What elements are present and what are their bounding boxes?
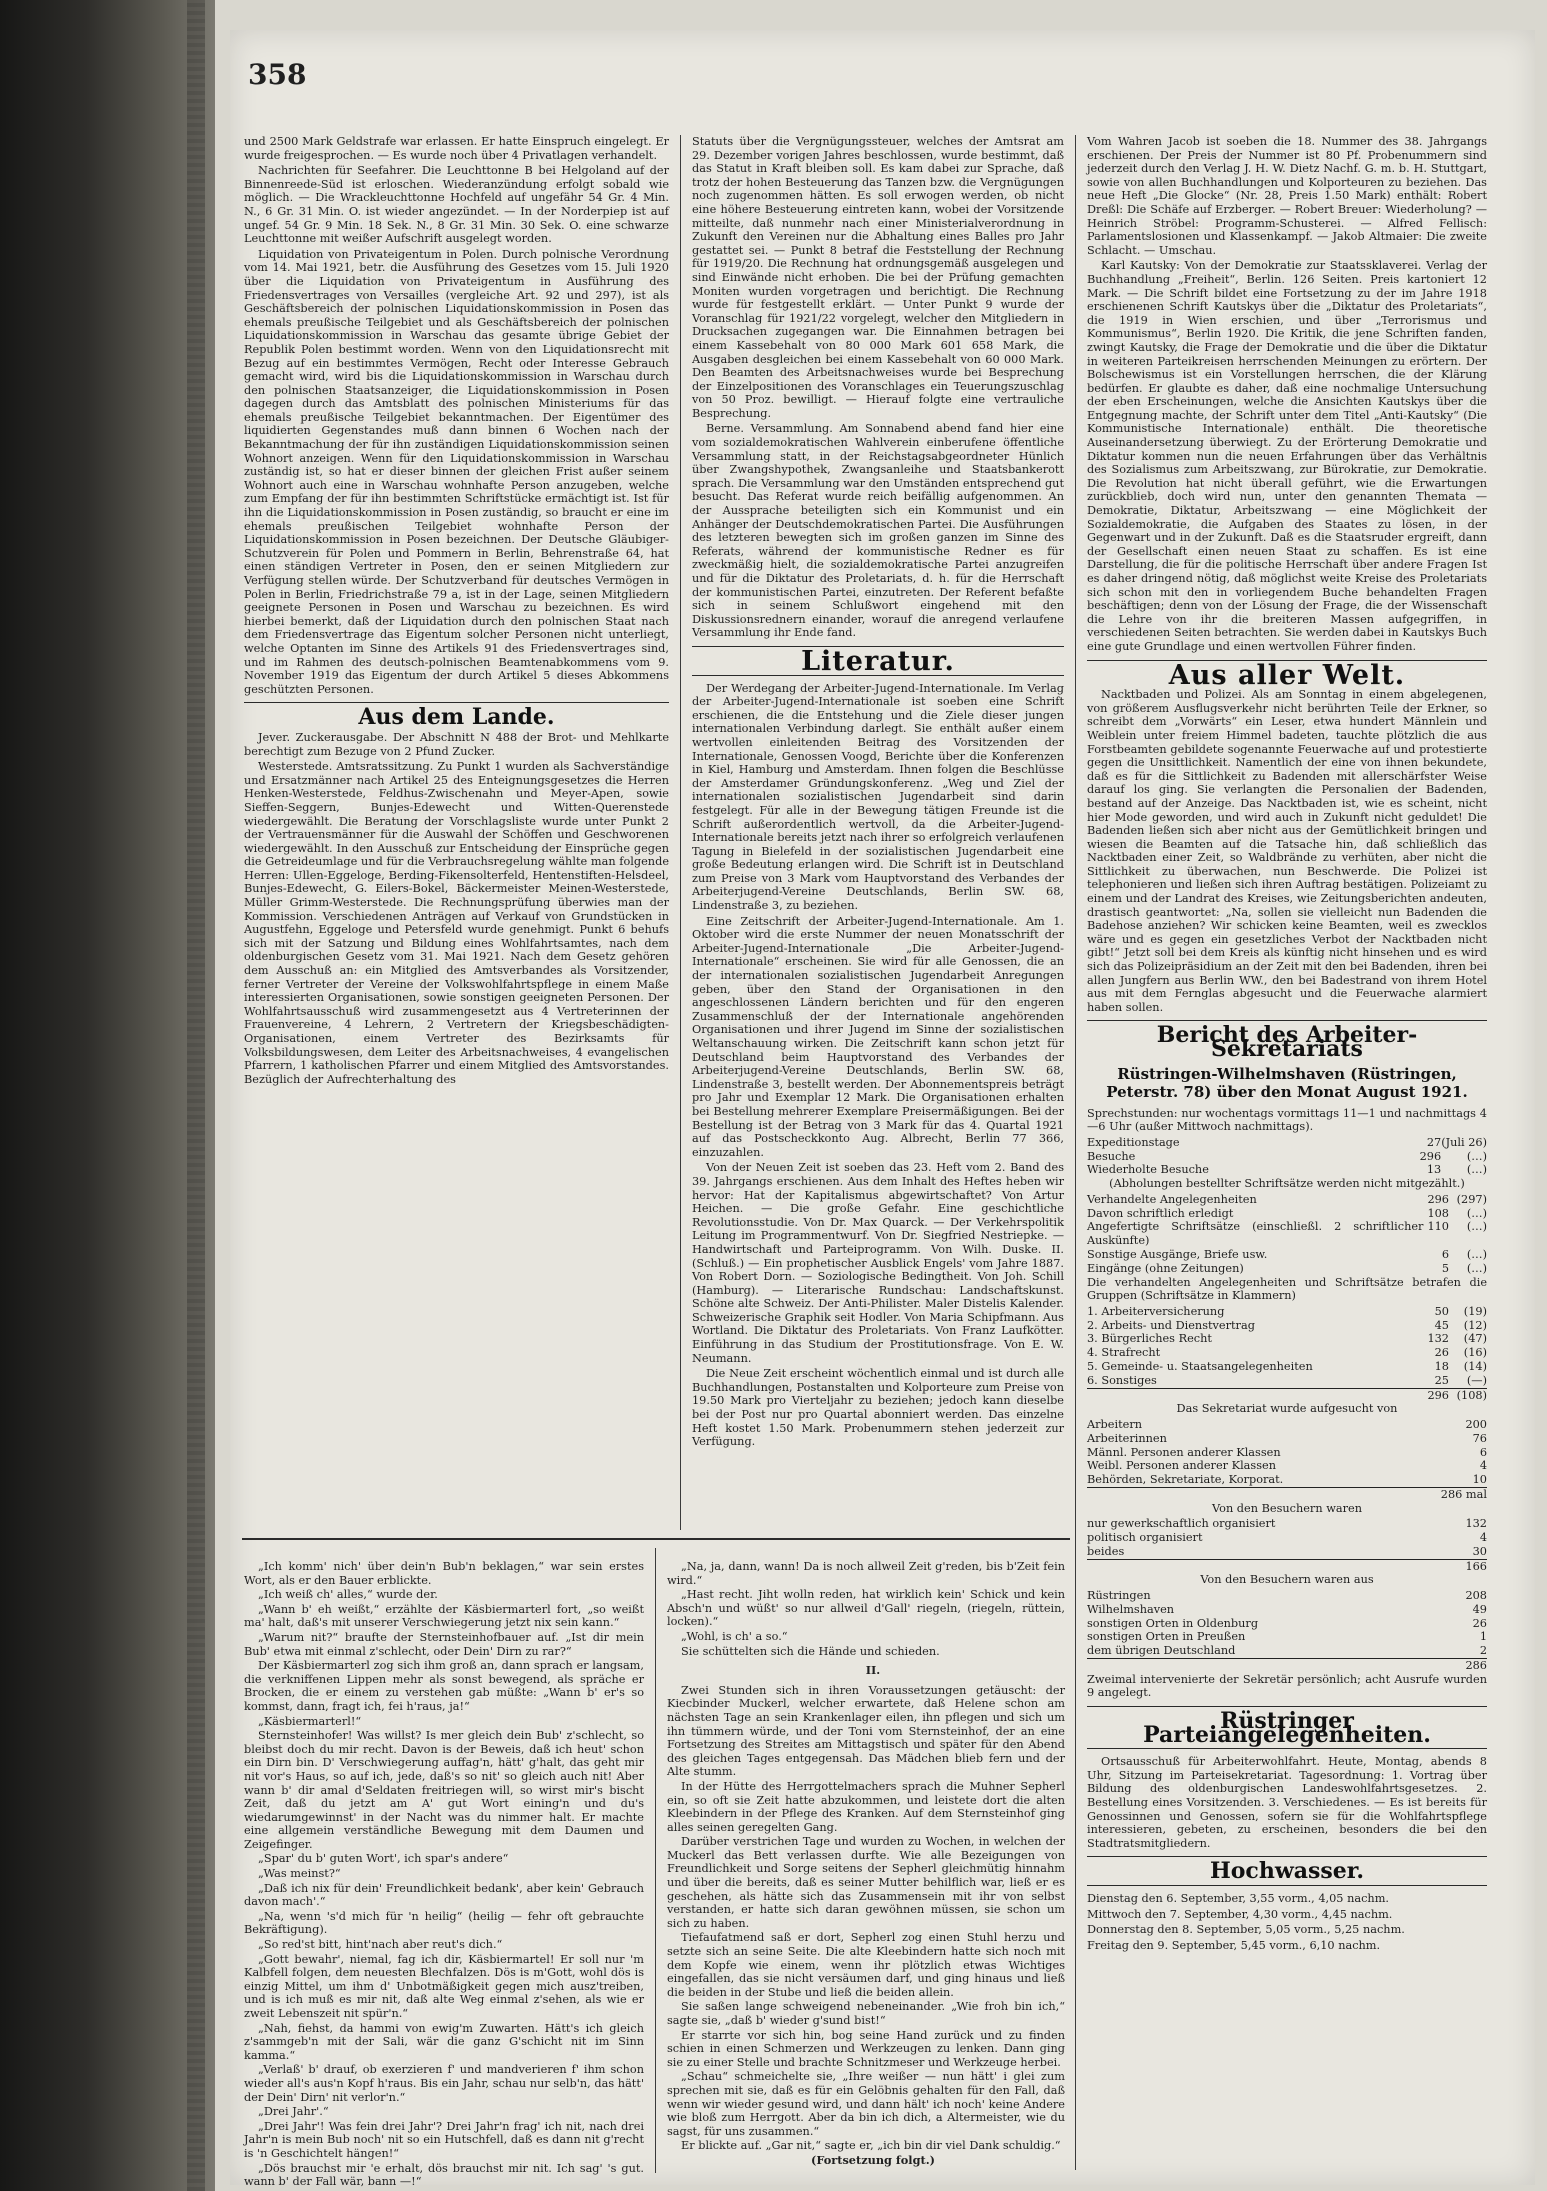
table-row: sonstigen Orten in Preußen 1 bbox=[1087, 1630, 1487, 1644]
paragraph: Von der Neuen Zeit ist soeben das 23. Heft vom 2. Band des 39. Jahrgangs erschienen. Aus dem Inhalt des Heftes heben wir hervor: Hat der Kapitalismus abgewirtschaftet? Von Artur Heichen. — Die große Gefahr. Eine geschichtliche Revolutionsstudie. Von Dr. Max Quarck. — Der Verkehrspolitik Leitung im Programmentwurf. Von Dr. Siegfried Nestriepke. — Handwirtschaft und Parteiprogramm. Von Wilh. Duske. II. (Schluß.) — Ein prophetischer Ausblick Engels' vom Jahre 1887. Von Robert Dorn. — Soziologische Bedingtheit. Von Joh. Schill (Hamburg). — Literarische Rundschau: Landschaftskunst. Schöne alte Schweiz. Der Anti-Philister. Maler Distelis Kalender. Schweizerische Graphik seit Hodler. Von Maria Schipfmann. Aus Wortland. Die Diktatur des Proletariats. Von Franz Laufkötter. Einführung in das Studium der Prostitutionsfrage. Von E. W. Neumann. bbox=[692, 1161, 1064, 1365]
section-heading: Aus aller Welt. bbox=[1168, 659, 1406, 691]
paragraph: Statuts über die Vergnügungssteuer, welches der Amtsrat am 29. Dezember vorigen Jahres beschlossen, wurde bestimmt, daß das Statut in Kraft bleiben soll. Es kam dabei zur Sprache, daß trotz der hohen Besteuerung das Tanzen bzw. die Vergnügungen noch zugenommen hätten. Es soll erwogen werden, ob nicht eine höhere Besteuerung eintreten kann, wobei der Vorsitzende mitteilte, daß nunmehr nach einer Ministerialverordnung in Zukunft den Vereinen nur die Abhaltung eines Balles pro Jahr gestattet sei. — Punkt 8 betraf die Feststellung der Rechnung für 1919/20. Die Rechnung hat ordnungsgemäß ausgelegen und sind Einwände nicht erhoben. Die bei der Prüfung gemachten Moniten wurden vorgetragen und berichtigt. Die Rechnung wurde für festgestellt erklärt. — Unter Punkt 9 wurde der Voranschlag für 1921/22 vorgelegt, welcher den Mitgliedern in Drucksachen zugegangen war. Die Einnahmen betragen bei einem Kassebehalt von 80 000 Mark 601 658 Mark, die Ausgaben desgleichen bei einem Kassebehalt von 60 000 Mark. Den Beamten des Arbeitsnachweises wurde bei Besprechung der Einzelpositionen des Voranschlages ein Teuerungszuschlag von 50 Proz. bewilligt. — Hierauf folgte eine vertrauliche Besprechung. bbox=[692, 135, 1064, 420]
story-paragraph: „So red'st bitt, hint'nach aber reut's dich.“ bbox=[258, 1938, 503, 1952]
table-row: Weibl. Personen anderer Klassen 4 bbox=[1087, 1459, 1487, 1473]
section-rule bbox=[1087, 1856, 1487, 1857]
paragraph: Karl Kautsky: Von der Demokratie zur Staatssklaverei. Verlag der Buchhandlung „Freiheit“, Berlin. 126 Seiten. Preis kartoniert 12 Mark. — Die Schrift bildet eine Fortsetzung zu der im Jahre 1918 erschienenen Schrift Kautskys über die „Diktatur des Proletariats“, die 1919 in Wien erschien, und über „Terrorismus und Kommunismus“, Berlin 1920. Die Kritik, die jene Schriften fanden, zwingt Kautsky, die Frage der Demokratie und die über die Diktatur in weiteren Parteikreisen herrschenden Meinungen zu erörtern. Der Bolschewismus ist ein Vorstellungen herrschen, die der Klärung bedürfen. Er glaubte es daher, daß eine nochmalige Untersuchung der eben Erscheinungen, welche die Ansichten Kautskys über die Entgegnung machte, der Schrift unter dem Titel „Anti-Kautsky“ (Die Kommunistische Internationale) enthält. Die theoretische Auseinandersetzung überwiegt. Zu der Erörterung Demokratie und Diktatur kommen nun die neuen Erfahrungen über das Verhältnis des Sozialismus zum Arbeitszwang, zur Bürokratie, zur Demokratie. Die Revolution hat nicht überall geführt, wie die Erwartungen zurückblieb, doch wird nun, unter den genannten Themata — Demokratie, Diktatur, Arbeitszwang — eine Möglichkeit der Sozialdemokratie, die Aufgaben des Staates zu lösen, in der Gegenwart und in der Zukunft. Daß es die Staatsruder ergreift, dann der Gesellschaft einen neuen Staat zu schaffen. Es ist eine Darstellung, die für die politische Herrschaft über andere Fragen Ist es daher dringend nötig, daß möglichst weite Kreise des Proletariats sich schon mit den in vorliegendem Buche behandelten Fragen beschäftigen; denn von der Lösung der Frage, die der Wissenschaft die Lehre von ihr die breiteren Massen aufgegriffen, in verschiedenen Seiten betrachten. Sie werden dabei in Kautskys Buch eine gute Grundlage und einen wertvollen Führer finden. bbox=[1087, 259, 1487, 653]
table-total-row: 286 mal bbox=[1087, 1487, 1487, 1501]
paragraph: Nacktbaden und Polizei. Als am Sonntag in einem abgelegenen, von größerem Ausflugsverkehr nicht berührten Teile der Erkner, so schreibt dem „Vorwärts“ ein Leser, etwa hundert Männlein und Weiblein unter freiem Himmel badeten, tauchte plötzlich die aus Forstbeamten gebildete sogenannte Feuerwache auf und protestierte gegen die Unsittlichkeit. Namentlich der eine von ihnen bekundete, daß es für die Sittlichkeit zu Badenden mit allerschärfster Weise darauf los ging. Sie verlangten die Personalien der Badenden, bestand auf der Anzeige. Das Nacktbaden ist, wie es scheint, nicht hier Mode geworden, und wird auch in Zukunft nicht geduldet! Die Badenden ließen sich aber nicht aus der Gemütlichkeit bringen und wiesen die Beamten auf die Tatsache hin, daß schließlich das Nacktbaden einer Zeit, so Waldbrände zu verhüten, aber nicht die Sittlichkeit zu überwachen, nun Beschwerde. Die Polizei ist telephonieren und ließen sich ihren Auftrag bestätigen. Polizeiamt zu einem und der Landrat des Kreises, wie Zeitungsberichten andeuten, drastisch geantwortet: „Na, sollen sie vielleicht nun Badenden die Badehose anziehen? Wir schicken keine Beamten, weil es zwecklos wäre und es gegen ein gesetzliches Verbot der Nacktbaden nicht gibt!“ Jetzt soll bei dem Kreis als künftig nicht hinsehen und es wird sich das Polizeipräsidium an der Zeit mit den bei Badenden, ihren bei allen Jungfern aus Berlin WW., den bei Badestrand von ihrem Hotel aus mit dem Fernglas abgesucht und die Feuerwache alarmiert haben sollen. bbox=[1087, 688, 1487, 1014]
column-2 bbox=[692, 135, 1064, 1535]
stats-table-organization bbox=[1087, 1517, 1487, 1573]
report-heading: Bericht des Arbeiter-Sekretariats bbox=[1156, 1022, 1418, 1062]
table-row: Verhandelte Angelegenheiten 296 (297) bbox=[1087, 1192, 1487, 1206]
table-row: Rüstringen 208 bbox=[1087, 1589, 1487, 1603]
table-row: 2. Arbeits- und Dienstvertrag 45 (12) bbox=[1087, 1318, 1487, 1332]
story-paragraph: Zwei Stunden sich in ihren Voraussetzungen getäuscht: der Kiecbinder Muckerl, welcher erwartete, daß Helene schon am nächsten Tage an sein Krankenlager eilen, ihn pflegen und sich um ihn tümmern würde, und der Toni vom Sternsteinhof, der an eine Fortsetzung des Streites am Mittagstisch und später für den Abend des gleichen Tages entgegensah. Das Mädchen blieb fern und der Alte stumm. bbox=[667, 1683, 1065, 1779]
paragraph: Zweimal intervenierte der Sekretär persönlich; acht Ausrufe wurden 9 angelegt. bbox=[1087, 1672, 1487, 1700]
report-subheading: Rüstringen-Wilhelmshaven (Rüstringen, Peterstr. 78) über den Monat August 1921. bbox=[1106, 1064, 1468, 1101]
paragraph: Eine Zeitschrift der Arbeiter-Jugend-Internationale. Am 1. Oktober wird die erste Nummer der neuen Monatsschrift der Arbeiter-Jugend-Internationale „Die Arbeiter-Jugend-Internationale“ erscheinen. Sie wird für alle Genossen, die an der internationalen sozialistischen Jugendarbeit Anregungen geben, über den Stand der Organisationen in den angeschlossenen Ländern berichten und für den engeren Zusammenschluß der der Internationale angehörenden Organisationen und ihrer Jugend im Sinne der sozialistischen Weltanschauung wirken. Die Zeitschrift kann schon jetzt für Deutschland beim Hauptvorstand des Verbandes der Arbeiterjugend-Vereine Deutschlands, Berlin SW. 68, Lindenstraße 3, bestellt werden. Der Abonnementspreis beträgt pro Jahr und Exemplar 12 Mark. Die Organisationen erhalten bei Bestellung mehrerer Exemplare Preisermäßigungen. Bei der Bestellung ist der Betrag von 3 Mark für das 4. Quartal 1921 auf das Postscheckkonto Aug. Albrecht, Berlin 77 366, einzuzahlen. bbox=[692, 914, 1064, 1159]
paragraph: und 2500 Mark Geldstrafe war erlassen. Er hatte Einspruch eingelegt. Er wurde freigesprochen. — Es wurde noch über 4 Privatlagen verhandelt. bbox=[244, 135, 669, 162]
office-hours: Sprechstunden: nur wochentags vormittags 11—1 und nachmittags 4—6 Uhr (außer Mittwoch nachmittags). bbox=[1087, 1106, 1487, 1134]
table-row: 5. Gemeinde- u. Staatsangelegenheiten 18 (14) bbox=[1087, 1359, 1487, 1373]
column-divider bbox=[655, 1548, 656, 2173]
table-note: Das Sekretariat wurde aufgesucht von bbox=[1176, 1402, 1398, 1416]
column-divider bbox=[680, 135, 681, 1530]
table-total-row: 166 bbox=[1087, 1559, 1487, 1573]
story-paragraph: „Nah, fiehst, da hammi von ewig'm Zuwarten. Hätt's ich gleich z'sammgeb'n mit der Sali, wär die ganz G'schicht nit im Sinn kamma.“ bbox=[244, 2021, 644, 2062]
serial-story-right bbox=[667, 1560, 1065, 2170]
story-paragraph: „Ich weiß ch' alles,“ wurde der. bbox=[258, 1588, 438, 1602]
table-row: Wilhelmshaven 49 bbox=[1087, 1602, 1487, 1616]
section-heading: Hochwasser. bbox=[1209, 1858, 1365, 1885]
story-paragraph: Er blickte auf. „Gar nit,“ sagte er, „ich bin dir viel Dank schuldig.“ bbox=[681, 2139, 1061, 2153]
section-heading: Rüstringer Parteiangelegenheiten. bbox=[1143, 1708, 1431, 1748]
section-rule bbox=[1087, 1020, 1487, 1021]
table-row: sonstigen Orten in Oldenburg 26 bbox=[1087, 1616, 1487, 1630]
page-number: 358 bbox=[248, 58, 307, 91]
story-paragraph: „Drei Jahr'! Was fein drei Jahr'? Drei Jahr'n frag' ich nit, nach drei Jahr'n is mein Bub noch' nit so ein Hutschfell, daß es dann nit g'recht is 'n Geschichtelt hängen!“ bbox=[244, 2119, 644, 2160]
table-row: dem übrigen Deutschland 2 bbox=[1087, 1644, 1487, 1658]
news-section bbox=[244, 135, 669, 696]
story-paragraph: „Na, ja, dann, wann! Da is noch allweil Zeit g'reden, bis b'Zeit fein wird.“ bbox=[667, 1560, 1065, 1587]
paragraph: Der Werdegang der Arbeiter-Jugend-Internationale. Im Verlag der Arbeiter-Jugend-Internationale ist soeben eine Schrift erschienen, die die Entstehung und die Ziele dieser jungen internationalen Verbindung darlegt. Sie enthält außer einem wertvollen einleitenden Beitrag des Vorsitzenden der Internationale, Genossen Voogd, Berichte über die Konferenzen in Kiel, Hamburg und Amsterdam. Ihnen folgen die Beschlüsse der Amsterdamer Gründungskonferenz. „Weg und Ziel der internationalen sozialistischen Jugendarbeit sind darin festgelegt. Für alle in der Bewegung tätigen Freunde ist die Schrift außerordentlich wertvoll, da die Arbeiter-Jugend-Internationale bereits jetzt nach ihrer so erfolgreich verlaufenen Tagung in Bielefeld in der sozialistischen Jugendarbeit eine große Bedeutung erlangen wird. Die Schrift ist in Deutschland zum Preise von 3 Mark vom Hauptvorstand des Verbandes der Arbeiterjugend-Vereine Deutschlands, Berlin SW. 68, Lindenstraße 3, zu beziehen. bbox=[692, 681, 1064, 913]
table-row: Arbeiterinnen 76 bbox=[1087, 1431, 1487, 1445]
story-paragraph: „Gott bewahr', niemal, fag ich dir, Käsbiermartel! Er soll nur 'm Kalbfell folgen, dem neuesten Blechfalzen. Dös is m'Gott, wohl dös is einzig Mittel, um ihm d' Unbotmäßigkeit gegen mich ausz'treiben, und is ich muß es mir nit, daß alte Weg einmal z'sehen, als wie er zweit Lebenszeit nit spür'n.“ bbox=[244, 1952, 644, 2020]
stats-table-matters bbox=[1087, 1193, 1487, 1276]
paragraph: Die Neue Zeit erscheint wöchentlich einmal und ist durch alle Buchhandlungen, Postanstalten und Kolporteure zum Preise von 19.50 Mark pro Vierteljahr zu beziehen; jedoch kann dieselbe bei der Post nur pro Quartal abonniert werden. Das einzelne Heft kostet 1.50 Mark. Probenummern stehen jederzeit zur Verfügung. bbox=[692, 1367, 1064, 1449]
table-row: Behörden, Sekretariate, Korporat. 10 bbox=[1087, 1473, 1487, 1487]
table-row: Eingänge (ohne Zeitungen) 5 (…) bbox=[1087, 1261, 1487, 1275]
serial-story-left bbox=[244, 1560, 644, 2189]
section-heading: Literatur. bbox=[801, 645, 955, 677]
tide-row: Mittwoch den 7. September, 4,30 vorm., 4,45 nachm. bbox=[1087, 1907, 1393, 1921]
paragraph: Berne. Versammlung. Am Sonnabend abend fand hier eine vom sozialdemokratischen Wahlverein einberufene öffentliche Versammlung statt, in der Reichstagsabgeordneter Hünlich über Zwangshypothek, Zwangsanleihe und Staatsbankerott sprach. Die Versammlung war den Umständen entsprechend gut besucht. Das Referat wurde reich beifällig aufgenommen. An der Aussprache beteiligten sich ein Kommunist und ein Anhänger der Deutschdemokratischen Partei. Die Ausführungen des letzteren bewegten sich im großen ganzen im Sinne des Referats, während der kommunistische Redner es für zweckmäßig hielt, die sozialdemokratische Partei anzugreifen und für die Diktatur des Proletariats, d. h. für die Herrschaft der kommunistischen Partei, einzutreten. Der Referent befaßte sich in seinem Schlußwort eingehend mit den Diskussionsrednern einander, worauf die anregend verlaufene Versammlung ihr Ende fand. bbox=[692, 422, 1064, 640]
chapter-number: II. bbox=[865, 1663, 881, 1678]
story-paragraph: „Na, wenn 's'd mich für 'n heilig“ (heilig — fehr oft gebrauchte Bekräftigung). bbox=[244, 1909, 644, 1937]
book-binding-edge bbox=[0, 0, 215, 2191]
story-paragraph: „Hast recht. Jiht wolln reden, hat wirklich kein' Schick und kein Absch'n und wüßt' so nur allweil d'Gall' riegeln, (riegeln, rüttein, locken).“ bbox=[667, 1588, 1065, 1629]
story-paragraph: Sternsteinhofer! Was willst? Is mer gleich dein Bub' z'schlecht, so bleibst doch du mir recht. Davon is der Beweis, daß ich heut' schon ein Dirn bin. D' Verschwiegerung auffag'n, hätt' g'halt, das geht mir nit vor's Haus, so auf ich, jede, daß's so nit' so gleich auch nit! Aber wann b' dir amal d'Seldaten freitriegen will, so wirst mir's bischt Zeit, daß du jetzt am A' gut Wort eining'n und du's wiedarumgewinnst' in der Nacht was du nimmer halt. Er machte eine allgemein verständliche Bewegung mit dem Daumen und Zeigefinger. bbox=[244, 1729, 644, 1851]
story-paragraph: „Spar' du b' guten Wort', ich spar's andere“ bbox=[258, 1852, 509, 1866]
section-rule bbox=[244, 702, 669, 703]
stats-table-origin bbox=[1087, 1589, 1487, 1673]
story-paragraph: „Warum nit?“ braufte der Sternsteinhofbauer auf. „Ist dir mein Bub' etwa mit einmal z'schlecht, oder Dein' Dirn zu rar?“ bbox=[244, 1630, 644, 1658]
paragraph: Nachrichten für Seefahrer. Die Leuchttonne B bei Helgoland auf der Binnenreede-Süd ist erloschen. Wiederanzündung erfolgt sobald wie möglich. — Die Wrackleuchttonne Hochfeld auf ungefähr 54 Gr. 4 Min. N., 6 Gr. 31 Min. O. ist wieder angezündet. — In der Norderpiep ist auf ungef. 54 Gr. 9 Min. 18 Sek. N., 8 Gr. 31 Min. 30 Sek. O. eine schwarze Leuchttonne mit weißer Aufschrift ausgelegt worden. bbox=[244, 164, 669, 246]
story-paragraph: „Daß ich nix für dein' Freundlichkeit bedank', aber kein' Gebrauch davon mach'.“ bbox=[244, 1881, 644, 1909]
continuation-note: (Fortsetzung folgt.) bbox=[811, 2152, 935, 2167]
table-row: Männl. Personen anderer Klassen 6 bbox=[1087, 1445, 1487, 1459]
table-note: Von den Besuchern waren aus bbox=[1200, 1573, 1374, 1587]
story-paragraph: Darüber verstrichen Tage und wurden zu Wochen, in welchen der Muckerl das Bett verlassen durfte. Wie alle Bezeigungen von Freundlichkeit und Sorge seitens der Sepherl gleichmütig hinnahm und über die bereits, daß es seiner Mutter behilflich war, ließ er es geschehen, als hätte sich das Zusammensein mit ihr von selbst verstanden, er hatte sich daran gewöhnen müssen, sie schon um sich zu haben. bbox=[667, 1835, 1065, 1930]
story-paragraph: „Ich komm' nich' über dein'n Bub'n beklagen,“ war sein erstes Wort, als er den Bauer erblickte. bbox=[244, 1560, 644, 1587]
paragraph: Vom Wahren Jacob ist soeben die 18. Nummer des 38. Jahrgangs erschienen. Der Preis der Nummer ist 80 Pf. Probenummern sind jederzeit durch den Verlag J. H. W. Dietz Nachf. G. m. b. H. Stuttgart, sowie von allen Buchhandlungen und Kolporteuren zu beziehen. Das neue Heft „Die Glocke“ (Nr. 28, Preis 1.50 Mark) enthält: Robert Dreßl: Die Schäfe auf Erzberger. — Robert Breuer: Wiederholung? — Heinrich Ströbel: Programm-Schusterei. — Alfred Fellisch: Parlamentslosionen und Klassenkampf. — Jakob Altmaier: Die zweite Schlacht. — Umschau. bbox=[1087, 135, 1487, 257]
table-row: beides 30 bbox=[1087, 1544, 1487, 1558]
story-paragraph: „Dös brauchst mir 'e erhalt, dös brauchst mir nit. Ich sag' 's gut. wann b' der Fall wär, bann —!“ bbox=[244, 2161, 644, 2189]
table-row: Expeditionstage 27 (Juli 26) bbox=[1087, 1135, 1487, 1149]
table-row: 6. Sonstiges 25 (—) bbox=[1087, 1373, 1487, 1387]
table-row: nur gewerkschaftlich organisiert 132 bbox=[1087, 1517, 1487, 1531]
stats-table-groups bbox=[1087, 1305, 1487, 1403]
column-1 bbox=[244, 135, 669, 1535]
table-row: 4. Strafrecht 26 (16) bbox=[1087, 1346, 1487, 1360]
column-3 bbox=[1087, 135, 1487, 2180]
section-rule bbox=[1087, 1885, 1487, 1886]
section-heading: Aus dem Lande. bbox=[358, 704, 555, 731]
story-paragraph: Der Käsbiermarterl zog sich ihm groß an, dann sprach er langsam, die verkniffenen Lippen mehr als sonst bewegend, als spräche er Brocken, die er einem zu verstehen gab müßte: „Wann b' er's so kommst, dann, fragt ich, fei h'raus, ja!“ bbox=[244, 1659, 644, 1713]
paragraph: Ortsausschuß für Arbeiterwohlfahrt. Heute, Montag, abends 8 Uhr, Sitzung im Parteisekretariat. Tagesordnung: 1. Vortrag über Bildung des oldenburgischen Landeswohlfahrtsgesetzes. 2. Bestellung eines Vorsitzenden. 3. Verschiedenes. — Es ist bereits für Genossinnen und Genossen, sofern sie für die Wohlfahrtspflege interessieren, gebeten, zu erscheinen, besonders die bei den Stadtratsmitgliedern. bbox=[1087, 1755, 1487, 1850]
table-row: Arbeitern 200 bbox=[1087, 1417, 1487, 1431]
table-note: Von den Besuchern waren bbox=[1212, 1501, 1362, 1515]
stats-table-visits bbox=[1087, 1136, 1487, 1177]
story-paragraph: Sie schüttelten sich die Hände und schieden. bbox=[681, 1644, 940, 1658]
table-note: (Abholungen bestellter Schriftsätze werden nicht mitgezählt.) bbox=[1109, 1177, 1465, 1191]
story-paragraph: Sie saßen lange schweigend nebeneinander. „Wie froh bin ich,“ sagte sie, „daß b' wieder g'sund bist!“ bbox=[667, 2000, 1065, 2027]
story-paragraph: Er starrte vor sich hin, bog seine Hand zurück und zu finden schien in einen Schmerzen und Werkzeugen zu lenken. Dann ging sie zu einer Stelle und brachte Schnitzmeser und Werkzeuge herbei. bbox=[667, 2028, 1065, 2069]
table-total-row: 286 bbox=[1087, 1659, 1487, 1673]
paragraph: Liquidation von Privateigentum in Polen. Durch polnische Verordnung vom 14. Mai 1921, betr. die Ausführung des Gesetzes vom 15. Juli 1920 über die Liquidation von Privateigentum in Ausführung des Friedensvertrages von Versailles (vergleiche Art. 92 und 297), ist als Geschäftsbereich der polnischen Liquidationskommission in Posen das ehemals preußische Teilgebiet und als Geschäftsbereich der polnischen Liquidationskommission in Warschau das gesamte übrige Gebiet der Republik Polen bestimmt worden. Wenn von den Liquidationsrecht mit Bezug auf ein bestimmtes Vermögen, Recht oder Interesse Gebrauch gemacht wird, wird bis die Liquidationskommission in Warschau durch den polnischen Staatsanzeiger, die Liquidationskommission in Posen dagegen durch das Amtsblatt des polnischen Ministeriums für das ehemals preußische Teilgebiet bekanntmachen. Der Eigentümer des liquidierten Gegenstandes muß dann binnen 6 Wochen nach der Bekanntmachung der für ihn zuständigen Liquidationskommission seinen Wohnort anzeigen. Wenn für den Liquidationskommission in Warschau zuständig ist, so hat er dieser binnen der gleichen Frist außer seinem Wohnort auch eine in Warschau wohnhafte Person anzugeben, welche zum Empfang der für ihn bestimmten Schriftstücke ermächtigt ist. Ist für ihn die Liquidationskommission in Posen zuständig, so braucht er eine im ehemals preußischen Teilgebiet wohnhafte Person der Liquidationskommission in Posen bezeichnen. Der Deutsche Gläubiger-Schutzverein für Polen und Pommern in Berlin, Behrenstraße 64, hat einen ständigen Vertreter in Posen, den er seinen Mitgliedern zur Verfügung stellen würde. Der Schutzverband für deutsches Vermögen in Polen in Berlin, Friedrichstraße 79 a, ist in der Lage, seinen Mitgliedern geeignete Personen in Posen und Warschau zu bezeichnen. Es wird hierbei bemerkt, daß der Liquidation durch den polnischen Staat nach dem Friedensvertrage das Eigentum solcher Personen nicht unterliegt, welche Optanten im Sinne des Artikels 91 des Friedensvertrages sind, und im Rahmen des deutsch-polnischen Beamtenabkommens vom 9. November 1919 das Eigentum der durch Artikel 5 dieses Abkommens geschützten Personen. bbox=[244, 247, 669, 696]
tide-row: Freitag den 9. September, 5,45 vorm., 6,10 nachm. bbox=[1087, 1938, 1381, 1952]
story-paragraph: „Wann b' eh weißt,“ erzählte der Käsbiermarterl fort, „so weißt ma' halt, daß's mit unserer Verschwiegerung jetzt nix sein kann.“ bbox=[244, 1602, 644, 1630]
story-paragraph: „Käsbiermarterl!“ bbox=[258, 1714, 362, 1728]
section-rule bbox=[1087, 1706, 1487, 1707]
story-paragraph: In der Hütte des Herrgottelmachers sprach die Muhner Sepherl ein, so oft sie Zeit hatte abzukommen, und leistete dort die alten Kleebindern in der Pflege des Kranken. Auf dem Sternsteinhof ging alles seinen geregelten Gang. bbox=[667, 1779, 1065, 1834]
table-row: 1. Arbeiterversicherung 50 (19) bbox=[1087, 1304, 1487, 1318]
story-paragraph: Tiefaufatmend saß er dort, Sepherl zog einen Stuhl herzu und setzte sich an seine Seite. Die alte Kleebindern hatte sich noch mit dem Kopfe wie einem, wenn ihr plötzlich etwas Wichtiges eingefallen, das sie nicht versäumen darf, und ging hinaus und ließ die beiden in der Stube und ließ die beiden allein. bbox=[667, 1931, 1065, 1999]
story-paragraph: „Verlaß' b' drauf, ob exerzieren f' und mandverieren f' ihm schon wieder all's aus'n Kopf h'raus. Bis ein Jahr, schau nur selb'n, das hätt' der Dein' Dirn' nit verlor'n.“ bbox=[244, 2063, 644, 2104]
table-note: Die verhandelten Angelegenheiten und Schriftsätze betrafen die Gruppen (Schriftsätze in Klammern) bbox=[1087, 1275, 1487, 1303]
story-paragraph: „Wohl, is ch' a so.“ bbox=[681, 1629, 788, 1643]
newspaper-page bbox=[230, 30, 1535, 2189]
paragraph: Jever. Zuckerausgabe. Der Abschnitt N 488 der Brot- und Mehlkarte berechtigt zum Bezuge von 2 Pfund Zucker. bbox=[244, 730, 669, 758]
story-paragraph: „Was meinst?“ bbox=[258, 1867, 341, 1881]
table-row: Sonstige Ausgänge, Briefe usw. 6 (…) bbox=[1087, 1247, 1487, 1261]
table-row: Davon schriftlich erledigt 108 (…) bbox=[1087, 1206, 1487, 1220]
table-row: Besuche 296 (…) bbox=[1087, 1149, 1487, 1163]
table-total-row: 296 (108) bbox=[1087, 1388, 1487, 1402]
tide-row: Donnerstag den 8. September, 5,05 vorm., 5,25 nachm. bbox=[1087, 1923, 1405, 1937]
stats-table-visitors bbox=[1087, 1418, 1487, 1502]
table-row: politisch organisiert 4 bbox=[1087, 1531, 1487, 1545]
table-row: Wiederholte Besuche 13 (…) bbox=[1087, 1163, 1487, 1177]
column-divider bbox=[1075, 135, 1076, 2170]
story-paragraph: „Schau“ schmeichelte sie, „Ihre weißer — nun hätt' i glei zum sprechen mit sie, daß es für ein Gelöbnis gehalten für den Fall, daß wenn wir wieder gesund wird, und dann hält' ich noch' keine Andere wie bloß zum Herrgott. Aber da bin ich dich, a Altermeister, wie du sagst, für uns zusammen.“ bbox=[667, 2070, 1065, 2138]
table-row: Angefertigte Schriftsätze (einschließl. 2 schriftlicher Auskünfte) 110 (…) bbox=[1087, 1220, 1487, 1248]
table-row: 3. Bürgerliches Recht 132 (47) bbox=[1087, 1332, 1487, 1346]
paragraph: Westerstede. Amtsratssitzung. Zu Punkt 1 wurden als Sachverständige und Ersatzmänner nach Artikel 25 des Enteignungsgesetzes die Herren Henken-Westerstede, Feldhus-Zwischenahn und Meyer-Apen, sowie Sieffen-Seggern, Bunjes-Edewecht und Witten-Querenstede wiedergewählt. Die Beratung der Vorschlagsliste wurde unter Punkt 2 der Vertrauensmänner für die Auswahl der Schöffen und Geschworenen wiedergewählt. In den Ausschuß zur Entscheidung der Einsprüche gegen die Getreideumlage und für die Verbrauchsregelung wählte man folgende Herren: Ullen-Eggeloge, Berding-Fikensolterfeld, Hentenstiften-Helsdeel, Bunjes-Edewecht, G. Eilers-Bokel, Bäckermeister Meinen-Westerstede, Müller Grimm-Westerstede. Die Rechnungsprüfung überwies man der Kommission. Verschiedenen Anträgen auf Verkauf von Grundstücken in Augustfehn, Eggeloge und Petersfeld wurde genehmigt. Punkt 6 behufs sich mit der Satzung und Bildung eines Wohlfahrtsamtes, nach dem oldenburgischen Gesetz vom 31. Mai 1921. Nach dem Gesetz gehören dem Ausschuß an: ein Mitglied des Amtsverbandes als Vorsitzender, ferner Vertreter der Vereine der Volkswohlfahrtspflege in einem Maße interessierten Organisationen, sowie sonstigen geeigneten Personen. Der Wohlfahrtsausschuß wird zusammengesetzt aus 4 Vertreterinnen der Frauenvereine, 4 Lehrern, 2 Vertretern der Kriegsbeschädigten-Organisationen, einem Vertreter des Bezirksamts für Volksbildungswesen, dem Leiter des Arbeitsnachweises, 4 evangelischen Pfarrern, 1 katholischen Pfarrer und einem Mitglied des Amtsvorstandes. Bezüglich der Aufrechterhaltung des bbox=[244, 760, 669, 1086]
tide-row: Dienstag den 6. September, 3,55 vorm., 4,05 nachm. bbox=[1087, 1891, 1390, 1905]
section-rule bbox=[1087, 1748, 1487, 1749]
story-paragraph: „Drei Jahr'.“ bbox=[258, 2105, 329, 2119]
section-divider bbox=[242, 1538, 1070, 1540]
